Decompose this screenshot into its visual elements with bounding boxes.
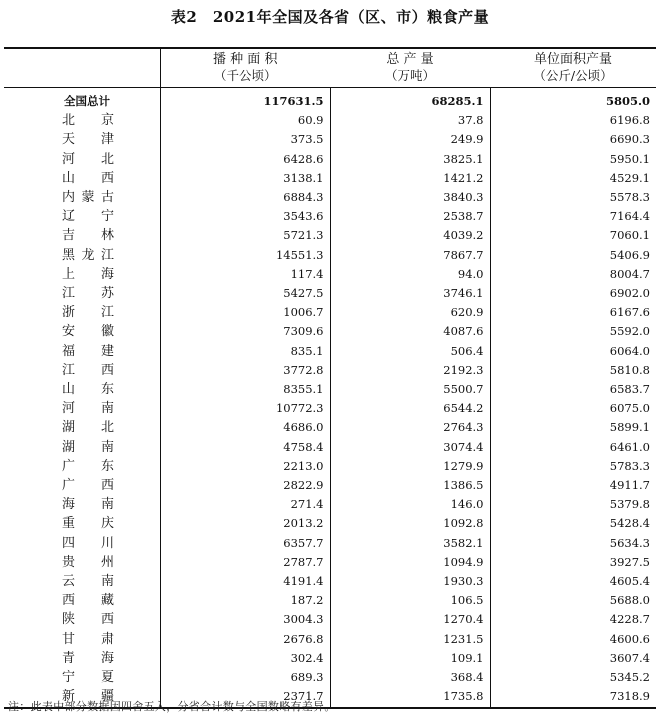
yield-cell: 5950.1	[490, 150, 656, 169]
sown-area-cell: 2822.9	[160, 476, 330, 495]
region-name	[62, 553, 114, 572]
sown-area-cell: 7309.6	[160, 322, 330, 341]
region-name-char: 北	[100, 151, 114, 167]
sown-area-cell: 187.2	[160, 591, 330, 610]
sown-area-cell: 373.5	[160, 130, 330, 149]
production-cell: 1094.9	[330, 553, 490, 572]
table-row	[4, 207, 656, 226]
table-row	[4, 418, 656, 437]
region-cell	[4, 246, 160, 265]
total-label: 全国总计	[64, 94, 110, 108]
region-cell	[4, 303, 160, 322]
yield-cell: 7060.1	[490, 226, 656, 245]
sown-area-cell: 3004.3	[160, 610, 330, 629]
region-name-char: 津	[100, 132, 114, 148]
table-row	[4, 150, 656, 169]
region-name-char: 蒙	[81, 190, 95, 206]
yield-cell: 6075.0	[490, 399, 656, 418]
sown-area-cell: 3543.6	[160, 207, 330, 226]
sown-area-cell: 6428.6	[160, 150, 330, 169]
region-name-char: 山	[62, 170, 76, 186]
region-cell	[4, 591, 160, 610]
sown-area-cell: 5427.5	[160, 284, 330, 303]
header-sown-area-name: 播 种 面 积	[213, 52, 278, 67]
production-cell: 4087.6	[330, 322, 490, 341]
yield-cell: 6690.3	[490, 130, 656, 149]
region-name	[62, 572, 114, 591]
production-cell: 4039.2	[330, 226, 490, 245]
table-title: 表2 2021年全国及各省（区、市）粮食产量	[170, 8, 490, 26]
region-cell	[4, 534, 160, 553]
region-name-char: 新	[62, 689, 76, 705]
region-cell	[4, 169, 160, 188]
region-cell	[4, 476, 160, 495]
region-name-char: 西	[100, 612, 114, 628]
sown-area-cell: 3138.1	[160, 169, 330, 188]
header-yield-name: 单位面积产量	[533, 52, 612, 67]
region-cell	[4, 610, 160, 629]
production-cell: 2538.7	[330, 207, 490, 226]
yield-cell: 6196.8	[490, 111, 656, 130]
sown-area-cell: 14551.3	[160, 246, 330, 265]
yield-cell: 6583.7	[490, 380, 656, 399]
yield-cell: 5379.8	[490, 495, 656, 514]
region-name-char: 甘	[62, 631, 76, 647]
region-name	[62, 438, 114, 457]
table-row	[4, 322, 656, 341]
region-name-char: 辽	[62, 209, 76, 225]
sown-area-cell: 10772.3	[160, 399, 330, 418]
region-cell	[4, 572, 160, 591]
production-cell: 3746.1	[330, 284, 490, 303]
region-name-char: 江	[62, 286, 76, 302]
sown-area-cell: 8355.1	[160, 380, 330, 399]
region-name-char: 贵	[62, 554, 76, 570]
production-cell: 368.4	[330, 668, 490, 687]
yield-cell: 4228.7	[490, 610, 656, 629]
region-name-char: 西	[62, 593, 76, 609]
production-cell: 2192.3	[330, 361, 490, 380]
region-name-char: 天	[62, 132, 76, 148]
region-name-char: 江	[100, 305, 114, 321]
yield-cell: 4911.7	[490, 476, 656, 495]
region-cell	[4, 457, 160, 476]
region-name	[62, 265, 114, 284]
region-name	[62, 668, 114, 687]
production-cell: 146.0	[330, 495, 490, 514]
region-cell	[4, 380, 160, 399]
table-row	[4, 630, 656, 649]
production-cell: 37.8	[330, 111, 490, 130]
yield-cell: 5810.8	[490, 361, 656, 380]
production-cell: 5500.7	[330, 380, 490, 399]
region-name-char: 海	[100, 266, 114, 282]
sown-area-cell: 689.3	[160, 668, 330, 687]
production-cell: 1279.9	[330, 457, 490, 476]
table-row	[4, 476, 656, 495]
table-row	[4, 534, 656, 553]
region-name-char: 湖	[62, 420, 76, 436]
sown-area-cell: 2013.2	[160, 514, 330, 533]
region-cell	[4, 630, 160, 649]
region-name	[62, 111, 114, 130]
total-row	[4, 88, 656, 112]
region-cell	[4, 284, 160, 303]
region-name	[62, 246, 114, 265]
sown-area-cell: 5721.3	[160, 226, 330, 245]
table-row	[4, 265, 656, 284]
total-yield-cell: 5805.0	[490, 88, 656, 112]
region-name	[62, 226, 114, 245]
region-name-char: 西	[100, 478, 114, 494]
yield-cell: 6167.6	[490, 303, 656, 322]
production-cell: 109.1	[330, 649, 490, 668]
sown-area-cell: 117.4	[160, 265, 330, 284]
region-name-char: 广	[62, 458, 76, 474]
region-cell	[4, 111, 160, 130]
region-name-char: 浙	[62, 305, 76, 321]
yield-cell: 5634.3	[490, 534, 656, 553]
table-row	[4, 111, 656, 130]
region-name-char: 西	[100, 362, 114, 378]
table-row	[4, 284, 656, 303]
region-name-char: 夏	[100, 670, 114, 686]
yield-cell: 4600.6	[490, 630, 656, 649]
region-name-char: 广	[62, 478, 76, 494]
table-row	[4, 610, 656, 629]
region-name	[62, 514, 114, 533]
region-name-char: 海	[62, 497, 76, 513]
production-cell: 106.5	[330, 591, 490, 610]
yield-cell: 4529.1	[490, 169, 656, 188]
yield-cell: 5406.9	[490, 246, 656, 265]
yield-cell: 3927.5	[490, 553, 656, 572]
region-name-char: 南	[100, 401, 114, 417]
region-name	[62, 495, 114, 514]
sown-area-cell: 1006.7	[160, 303, 330, 322]
region-cell	[4, 668, 160, 687]
grain-production-table	[4, 47, 656, 709]
production-cell: 1930.3	[330, 572, 490, 591]
region-cell	[4, 342, 160, 361]
region-name-char: 江	[62, 362, 76, 378]
sown-area-cell: 60.9	[160, 111, 330, 130]
region-name-char: 州	[100, 554, 114, 570]
region-name	[62, 284, 114, 303]
production-cell: 620.9	[330, 303, 490, 322]
region-name	[62, 457, 114, 476]
yield-cell: 6064.0	[490, 342, 656, 361]
region-name	[62, 380, 114, 399]
region-name	[62, 610, 114, 629]
header-sown-area	[160, 48, 330, 88]
region-name-char: 龙	[81, 247, 95, 263]
region-name-char: 疆	[100, 689, 114, 705]
region-name	[62, 361, 114, 380]
yield-cell: 4605.4	[490, 572, 656, 591]
region-name	[62, 591, 114, 610]
sown-area-cell: 4686.0	[160, 418, 330, 437]
region-name-char: 福	[62, 343, 76, 359]
sown-area-cell: 2371.7	[160, 687, 330, 707]
region-name	[62, 188, 114, 207]
region-cell	[4, 399, 160, 418]
production-cell: 6544.2	[330, 399, 490, 418]
region-cell	[4, 265, 160, 284]
region-name-char: 宁	[100, 209, 114, 225]
region-name-char: 宁	[62, 670, 76, 686]
region-name-char: 海	[100, 650, 114, 666]
region-name	[62, 342, 114, 361]
sown-area-cell: 6357.7	[160, 534, 330, 553]
production-cell: 3825.1	[330, 150, 490, 169]
sown-area-cell: 835.1	[160, 342, 330, 361]
table-row	[4, 514, 656, 533]
region-name	[62, 130, 114, 149]
region-cell	[4, 514, 160, 533]
yield-cell: 6902.0	[490, 284, 656, 303]
header-total-production	[330, 48, 490, 88]
yield-cell: 3607.4	[490, 649, 656, 668]
sown-area-cell: 6884.3	[160, 188, 330, 207]
sown-area-cell: 4191.4	[160, 572, 330, 591]
header-sown-area-unit: （千公顷）	[213, 68, 277, 83]
region-name	[62, 207, 114, 226]
region-name-char: 南	[100, 497, 114, 513]
region-name-char: 青	[62, 650, 76, 666]
region-name-char: 湖	[62, 439, 76, 455]
production-cell: 1231.5	[330, 630, 490, 649]
region-name	[62, 322, 114, 341]
yield-cell: 5592.0	[490, 322, 656, 341]
sown-area-cell: 302.4	[160, 649, 330, 668]
production-cell: 249.9	[330, 130, 490, 149]
region-cell	[4, 207, 160, 226]
region-name-char: 东	[100, 458, 114, 474]
production-cell: 7867.7	[330, 246, 490, 265]
header-total-production-unit: （万吨）	[384, 68, 435, 83]
table-row	[4, 572, 656, 591]
region-name-char: 安	[62, 324, 76, 340]
yield-cell: 7318.9	[490, 687, 656, 707]
yield-cell: 5428.4	[490, 514, 656, 533]
region-cell	[4, 188, 160, 207]
table-row	[4, 438, 656, 457]
region-name-char: 山	[62, 382, 76, 398]
table-row	[4, 342, 656, 361]
region-name	[62, 418, 114, 437]
region-name-char: 吉	[62, 228, 76, 244]
yield-cell: 7164.4	[490, 207, 656, 226]
region-name-char: 重	[62, 516, 76, 532]
table-row	[4, 188, 656, 207]
region-cell	[4, 322, 160, 341]
table-row	[4, 246, 656, 265]
region-name-char: 林	[100, 228, 114, 244]
region-name	[62, 399, 114, 418]
total-production-cell: 68285.1	[330, 88, 490, 112]
region-name-char: 藏	[100, 593, 114, 609]
region-name	[62, 649, 114, 668]
region-name-char: 四	[62, 535, 76, 551]
region-name	[62, 169, 114, 188]
region-name-char: 陕	[62, 612, 76, 628]
region-cell	[4, 130, 160, 149]
sown-area-cell: 4758.4	[160, 438, 330, 457]
region-cell	[4, 418, 160, 437]
table-row	[4, 649, 656, 668]
header-total-production-name: 总 产 量	[386, 52, 434, 67]
region-name-char: 云	[62, 574, 76, 590]
yield-cell: 5783.3	[490, 457, 656, 476]
table-row	[4, 130, 656, 149]
region-name	[62, 150, 114, 169]
region-name	[62, 303, 114, 322]
region-cell	[4, 361, 160, 380]
sown-area-cell: 2676.8	[160, 630, 330, 649]
sown-area-cell: 3772.8	[160, 361, 330, 380]
production-cell: 3582.1	[330, 534, 490, 553]
production-cell: 1092.8	[330, 514, 490, 533]
region-cell	[4, 649, 160, 668]
production-cell: 1270.4	[330, 610, 490, 629]
region-name-char: 河	[62, 401, 76, 417]
region-name-char: 川	[100, 535, 114, 551]
region-name-char: 北	[62, 113, 76, 129]
region-name-char: 东	[100, 382, 114, 398]
region-cell	[4, 438, 160, 457]
region-name-char: 建	[100, 343, 114, 359]
region-name-char: 江	[100, 247, 114, 263]
footnote: 注：此表中部分数据因四舍五入，分省合计数与全国数略有差异。	[8, 700, 336, 713]
sown-area-cell: 2787.7	[160, 553, 330, 572]
yield-cell: 5578.3	[490, 188, 656, 207]
total-label-cell	[4, 88, 160, 112]
region-cell	[4, 226, 160, 245]
table-row	[4, 361, 656, 380]
region-name-char: 北	[100, 420, 114, 436]
yield-cell: 5345.2	[490, 668, 656, 687]
yield-cell: 8004.7	[490, 265, 656, 284]
region-name	[62, 476, 114, 495]
region-name-char: 庆	[100, 516, 114, 532]
region-name-char: 西	[100, 170, 114, 186]
header-row	[4, 48, 656, 88]
region-name-char: 徽	[100, 324, 114, 340]
header-region	[4, 48, 160, 88]
region-name-char: 京	[100, 113, 114, 129]
production-cell: 2764.3	[330, 418, 490, 437]
production-cell: 1386.5	[330, 476, 490, 495]
region-name-char: 古	[100, 190, 114, 206]
table-row	[4, 226, 656, 245]
production-cell: 1421.2	[330, 169, 490, 188]
yield-cell: 6461.0	[490, 438, 656, 457]
region-name	[62, 630, 114, 649]
production-cell: 3840.3	[330, 188, 490, 207]
table-row	[4, 169, 656, 188]
region-cell	[4, 150, 160, 169]
header-yield	[490, 48, 656, 88]
table-row	[4, 591, 656, 610]
production-cell: 1735.8	[330, 687, 490, 707]
table-row	[4, 495, 656, 514]
total-area-cell: 117631.5	[160, 88, 330, 112]
region-name-char: 黑	[62, 247, 76, 263]
yield-cell: 5688.0	[490, 591, 656, 610]
region-cell	[4, 553, 160, 572]
region-name-char: 肃	[100, 631, 114, 647]
region-cell	[4, 495, 160, 514]
production-cell: 506.4	[330, 342, 490, 361]
production-cell: 3074.4	[330, 438, 490, 457]
table-row	[4, 399, 656, 418]
table-row	[4, 668, 656, 687]
sown-area-cell: 2213.0	[160, 457, 330, 476]
production-cell: 94.0	[330, 265, 490, 284]
region-name-char: 南	[100, 439, 114, 455]
region-name	[62, 534, 114, 553]
table-row	[4, 380, 656, 399]
table-row	[4, 457, 656, 476]
table-row	[4, 303, 656, 322]
region-name-char: 河	[62, 151, 76, 167]
yield-cell: 5899.1	[490, 418, 656, 437]
region-name-char: 苏	[100, 286, 114, 302]
region-name-char: 上	[62, 266, 76, 282]
table-row	[4, 553, 656, 572]
region-name-char: 内	[62, 190, 76, 206]
header-yield-unit: （公斤/公顷）	[533, 68, 613, 83]
sown-area-cell: 271.4	[160, 495, 330, 514]
region-name-char: 南	[100, 574, 114, 590]
